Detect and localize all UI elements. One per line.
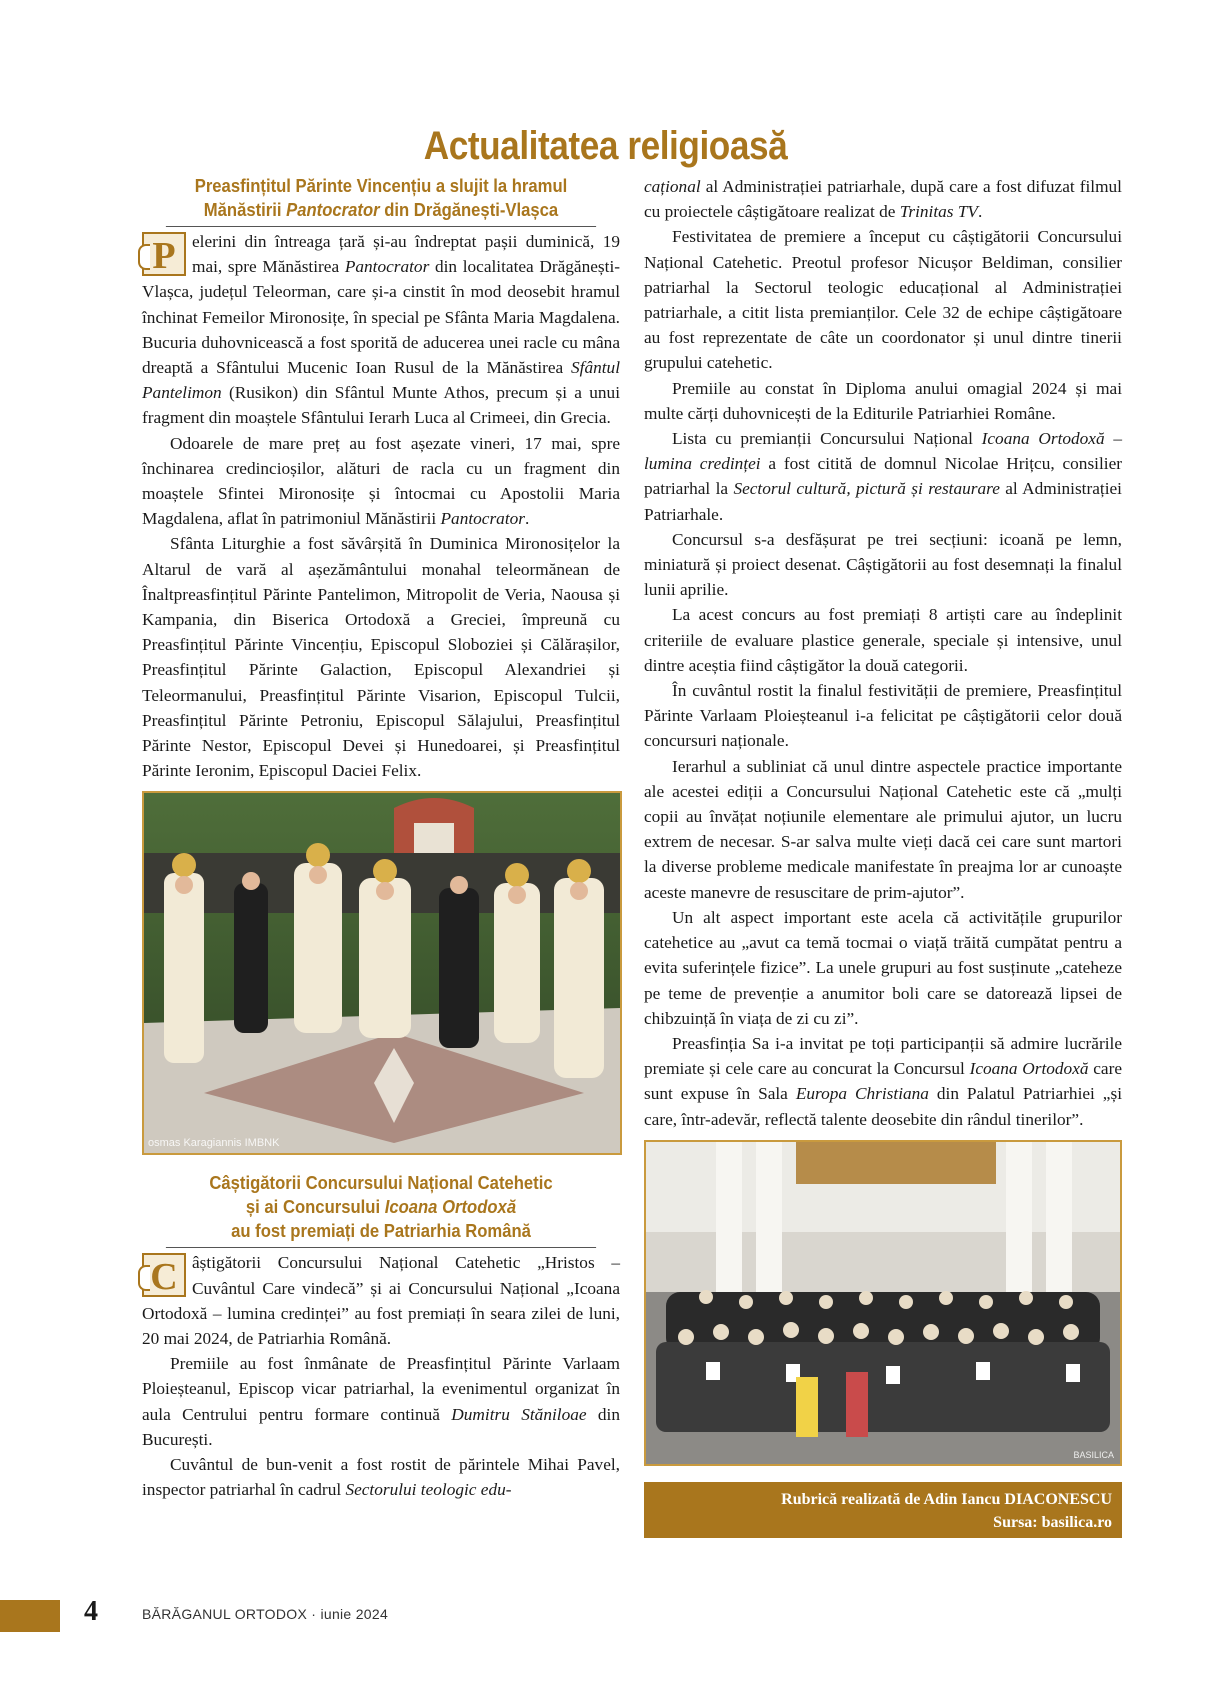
article1-p1-italic1: Pantocrator [344,257,430,277]
liturgy-photo [142,791,622,1155]
photo-credit: osmas Karagiannis IMBNK [148,1137,280,1150]
article2-paragraph-10: Ierarhul a subliniat că unul dintre aspectele practice importante ale acestei ediții a Concursului Național Catehetic este că „mulți copii au învățat noțiunile elementare ale primului ajutor, un lucru extrem de necesar. S-ar salva multe vieți dacă cei care sunt martori la diverse probleme medicale manifestate în preajma lor ar cunoaște aceste manevre de resuscitare de prim-ajutor”. [644,756,1122,902]
article2-paragraph-5: Premiile au constat în Diploma anului omagial 2024 și mai multe cărți duhovnicești de la Editurile Patriarhiei Române. [644,378,1122,423]
article2-paragraph-1 [142,1250,620,1351]
right-column [644,174,1122,1538]
footer-accent-bar [0,1600,60,1632]
article2-p1-text: âștigătorii Concursului Național Catehetic „Hristos – Cuvântul Care vindecă” și ai Concursului Național „Icoana Ortodoxă – lumina credinței” au fost premiați în seara zilei de luni, 20 mai 2024, de Patriarhia Română. [142,1253,620,1349]
article2-p3-italic-end: cațional [644,177,701,196]
article1-paragraph-1 [142,229,620,431]
article2-paragraph-9: În cuvântul rostit la finalul festivității de premiere, Preasfințitul Părinte Varlaam Ploieșteanul i-a felicitat pe câștigătorii celor două concursuri naționale. [644,681,1122,751]
article2-p3-c: . [977,202,983,222]
article1-p2-italic: Pantocrator [440,509,525,529]
article2-p2-b: din București. [142,1404,620,1449]
article2-paragraph-4: Festivitatea de premiere a început cu câștigătorii Concursului Național Catehetic. Preotul profesor Nicușor Beldiman, consilier patriarhal la Sectorul teologic educațional al Administrației patriarhale, a citit lista premianților. Cele 32 de echipe câștigătoare au fost reprezentate de câte un coordonator și unul dintre tinerii grupului catehetic. [644,227,1122,373]
award-group-photo [644,1140,1122,1466]
article1-p2-b: . [524,509,530,529]
article1-paragraph-3: Sfânta Liturghie a fost săvârșită în Duminica Mironosițelor la Altarul de vară al așezământului monahal teleormănean de Înaltpreasfințitul Părinte Pantelimon, Mitropolit de Veria, Naousa și Kampania, din Biserica Ortodoxă a Greciei, împreună cu Preasfințitul Părinte Vincențiu, Episcopul Sloboziei și Călărașilor, Preasfințitul Părinte Galaction, Episcopul Alexandriei și Teleormanului, Preasfințitul Părinte Visarion, Episcopul Tulcii, Preasfințitul Părinte Petroniu, Episcopul Sălajului, Preasfințitul Părinte Nestor, Episcopul Devei și Hunedoarei, și Preasfințitul Părinte Ieronim, Episcopul Daciei Felix. [142,534,620,781]
article2-paragraph-11: Un alt aspect important este acela că activitățile grupurilor catehetice au „avut ca temă tocmai o viață trăită cumpătat pentru a evita suferințele fizice”. La unele grupuri au fost susținute „cateheze pe teme de prevenție a anumitor boli care se datorează lipsei de chibzuință în viața de zi cu zi”. [644,907,1122,1028]
award-group-photo-illustration [646,1142,1120,1464]
article1-p1-c: (Rusikon) din Sfântul Munte Athos, precum și a unui fragment din moaștele Sfântului Ierarh Luca al Crimeei, din Grecia. [142,383,620,428]
article2-p2-italic: Dumitru Stăniloae [451,1404,587,1424]
article2-p12-italic1: Icoana Ortodoxă [969,1059,1089,1079]
article2-p3-a: Cuvântul de bun-venit a fost rostit de părintele Mihai Pavel, inspector patriarhal în cadrul [142,1455,620,1500]
article1-title-line1: Preasfințitul Părinte Vincențiu a slujit la hramul [194,175,568,196]
article2-paragraph-6 [644,426,1122,527]
article1-paragraph-2 [142,431,620,532]
section-title: Actualitatea religioasă [423,124,788,168]
rubric-author: Rubrică realizată de Adin Iancu DIACONESCU [781,1490,1112,1508]
article1-title-line2 [166,198,596,222]
left-column [142,174,620,1503]
article2-title-line1: Câștigătorii Concursului Național Catehetic [209,1172,553,1194]
dropcap-c: C [142,1253,186,1297]
group-photo-credit: BASILICA [1073,1449,1114,1460]
article2-p6-italic1: Icoana Ortodoxă – lumina credinței [644,429,1122,474]
article2-p6-a: Lista cu premianții Concursului Național [672,429,982,449]
article2-title-line2 [166,1195,596,1219]
page-number: 4 [84,1596,98,1627]
article2-title [166,1171,596,1248]
article2-p6-italic2: Sectorul cultură, pictură și restaurare [733,479,1000,499]
article2-paragraph-12 [644,1031,1122,1132]
rubric-box [644,1482,1122,1538]
dropcap-p: P [142,232,186,276]
article2-p12-b: care sunt expuse în Sala [644,1059,1122,1104]
article2-p12-c: din Palatul Patriarhiei „și care, într-adevăr, reflectă talente deosebite din rândul tinerilor”. [644,1084,1122,1129]
rubric-source: Sursa: basilica.ro [993,1513,1112,1531]
article1-p1-a: elerini din întreaga țară și-au îndreptat pașii duminică, 19 mai, spre Mănăstirea [192,232,620,277]
article2-paragraph-3-cont [644,174,1122,224]
article2-paragraph-2 [142,1351,620,1452]
article1-title-line2-a: Mănăstirii [203,199,287,220]
article2-p3-italic-start: Sectorului teologic edu- [345,1480,512,1500]
article2-p6-c: al Administrației Patriarhale. [644,479,1122,524]
article2-p6-b: a fost citită de domnul Nicolae Hrițcu, consilier patriarhal la [644,454,1122,499]
article1-p1-italic2: Sfântul Pantelimon [142,358,620,403]
article2-p2-a: Premiile au fost înmânate de Preasfințitul Părinte Varlaam Ploieșteanul, Episcop vicar patriarhal, la evenimentul organizat în aula Centrului pentru formare continuă [142,1354,620,1424]
article2-title-line2-a: și ai Concursului [245,1196,385,1218]
article2-p12-italic2: Europa Christiana [795,1084,929,1104]
article2-p3-b: al Administrației patriarhale, după care a fost difuzat filmul cu proiectele câștigătoare realizat de [644,177,1122,222]
article2-p3-italic2: Trinitas TV [899,202,978,222]
article2-paragraph-8: La acest concurs au fost premiați 8 artiști care au îndeplinit criteriile de evaluare plastice generale, speciale și intensive, unul dintre aceștia fiind câștigător la două categorii. [644,605,1122,675]
article2-paragraph-3-start [142,1452,620,1502]
article2-title-line3: au fost premiați de Patriarhia Română [231,1220,531,1242]
article2-title-line2-italic: Icoana Ortodoxă [384,1196,517,1218]
article1-p2-a: Odoarele de mare preț au fost așezate vineri, 17 mai, spre închinarea credincioșilor, alături de racla cu un fragment din moaștele Sfintei Mironosițe și întocmai cu Apostolii Maria Magdalena, aflat în patrimoniul Mănăstirii [142,433,620,529]
article1-title [166,174,596,227]
article2-paragraph-7: Concursul s-a desfășurat pe trei secțiuni: icoană pe lemn, miniatură și proiect desenat. Câștigătorii au fost desemnați la finalul lunii aprilie. [644,529,1122,600]
publication-footer: BĂRĂGANUL ORTODOX · iunie 2024 [142,1606,389,1622]
liturgy-photo-illustration [144,793,620,1153]
article1-title-line2-italic: Pantocrator [286,199,380,220]
article1-p1-b: din localitatea Drăgănești-Vlașca, județul Teleorman, care și-a cinstit în mod deosebit hramul închinat Femeilor Mironosițe, în special pe Sfânta Maria Magdalena. Bucuria duhovnicească a fost sporită de aducerea unei racle cu mâna dreaptă a Sfântului Mucenic Ioan Rusul de la Mănăstirea [142,257,620,378]
article2-p12-a: Preasfinția Sa i-a invitat pe toți participanții să admire lucrările premiate și cele care au concurat la Concursul [644,1033,1122,1079]
article1-title-line2-b: din Drăgănești-Vlașca [379,199,559,220]
